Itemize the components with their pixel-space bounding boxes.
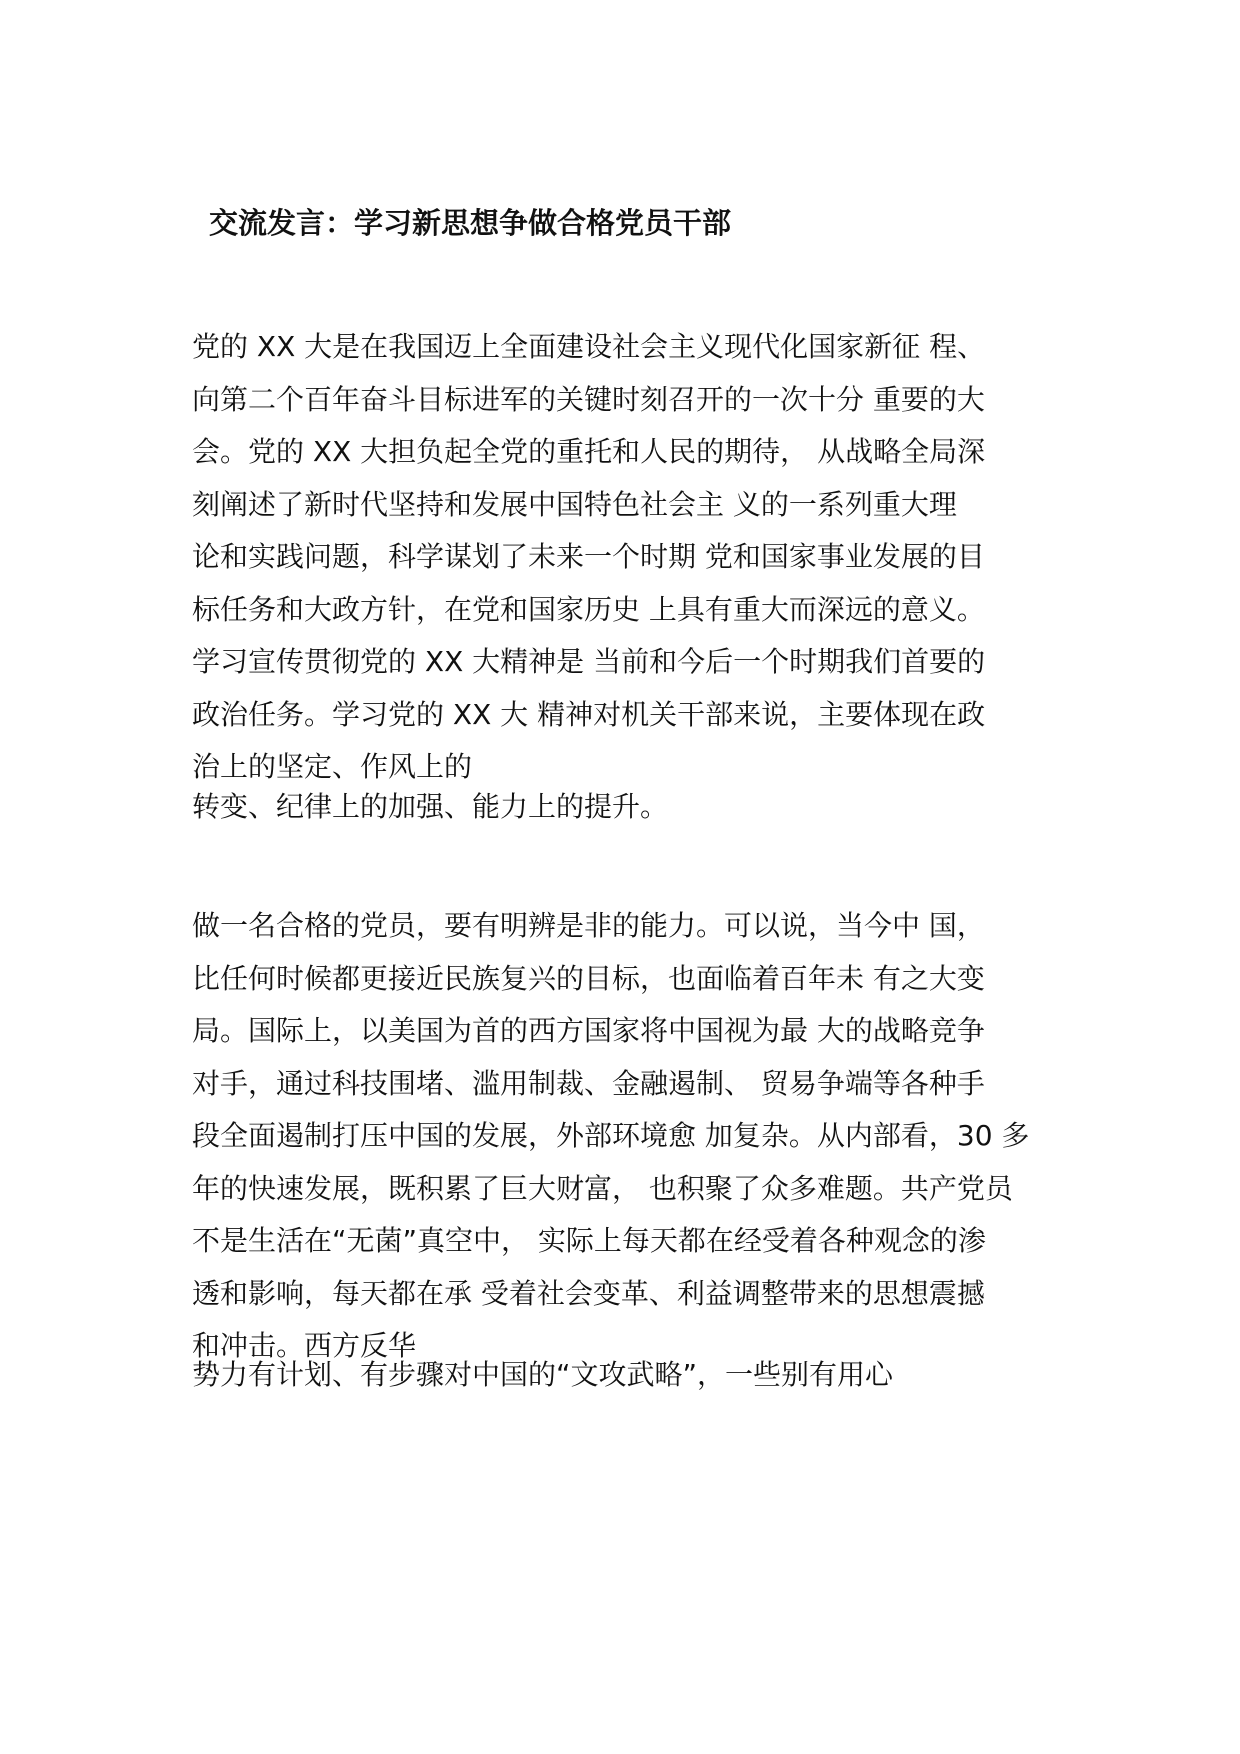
text-line: 会。党的 XX 大担负起全党的重托和人民的期待， 从战略全局深	[192, 435, 986, 468]
text-line: 势力有计划、有步骤对中国的“文攻武略”，一些别有用心	[192, 1358, 894, 1391]
text-line: 刻阐述了新时代坚持和发展中国特色社会主 义的一系列重大理	[192, 487, 957, 521]
text-line: 年的快速发展，既积累了巨大财富， 也积聚了众多难题。共产党员	[192, 1171, 1013, 1205]
text-line: 局。国际上，以美国为首的西方国家将中国视为最 大的战略竞争	[192, 1014, 985, 1047]
text-line: 对手，通过科技围堵、滥用制裁、金融遏制、 贸易争端等各种手	[192, 1066, 985, 1100]
text-line: 向第二个百年奋斗目标进军的关键时刻召开的一次十分 重要的大	[192, 382, 985, 416]
document-title: 交流发言：学习新思想争做合格党员干部	[209, 206, 732, 240]
text-line: 标任务和大政方针，在党和国家历史 上具有重大而深远的意义。	[192, 592, 985, 626]
paragraph-4	[192, 1349, 1072, 1402]
text-line: 和冲击。西方反华	[192, 1329, 417, 1362]
text-line: 透和影响，每天都在承 受着社会变革、利益调整带来的思想震撼	[192, 1276, 985, 1310]
text-line: 比任何时候都更接近民族复兴的目标，也面临着百年未 有之大变	[192, 961, 985, 995]
text-line: 做一名合格的党员，要有明辨是非的能力。可以说，当今中 国，	[192, 909, 985, 942]
text-line: 转变、纪律上的加强、能力上的提升。	[192, 790, 669, 823]
text-line: 治上的坚定、作风上的	[192, 750, 473, 783]
paragraph-2	[192, 781, 1072, 834]
text-line: 党的 XX 大是在我国迈上全面建设社会主义现代化国家新征 程、	[192, 330, 986, 363]
paragraph-3	[192, 900, 1072, 1373]
text-line: 不是生活在“无菌”真空中， 实际上每天都在经受着各种观念的渗	[192, 1224, 986, 1257]
text-line: 政治任务。学习党的 XX 大 精神对机关干部来说，主要体现在政	[192, 697, 986, 731]
text-line: 段全面遏制打压中国的发展，外部环境愈 加复杂。从内部看，30 多	[192, 1119, 1030, 1152]
text-line: 学习宣传贯彻党的 XX 大精神是 当前和今后一个时期我们首要的	[192, 645, 986, 678]
text-line: 论和实践问题，科学谋划了未来一个时期 党和国家事业发展的目	[192, 540, 985, 573]
paragraph-1	[192, 321, 1072, 794]
